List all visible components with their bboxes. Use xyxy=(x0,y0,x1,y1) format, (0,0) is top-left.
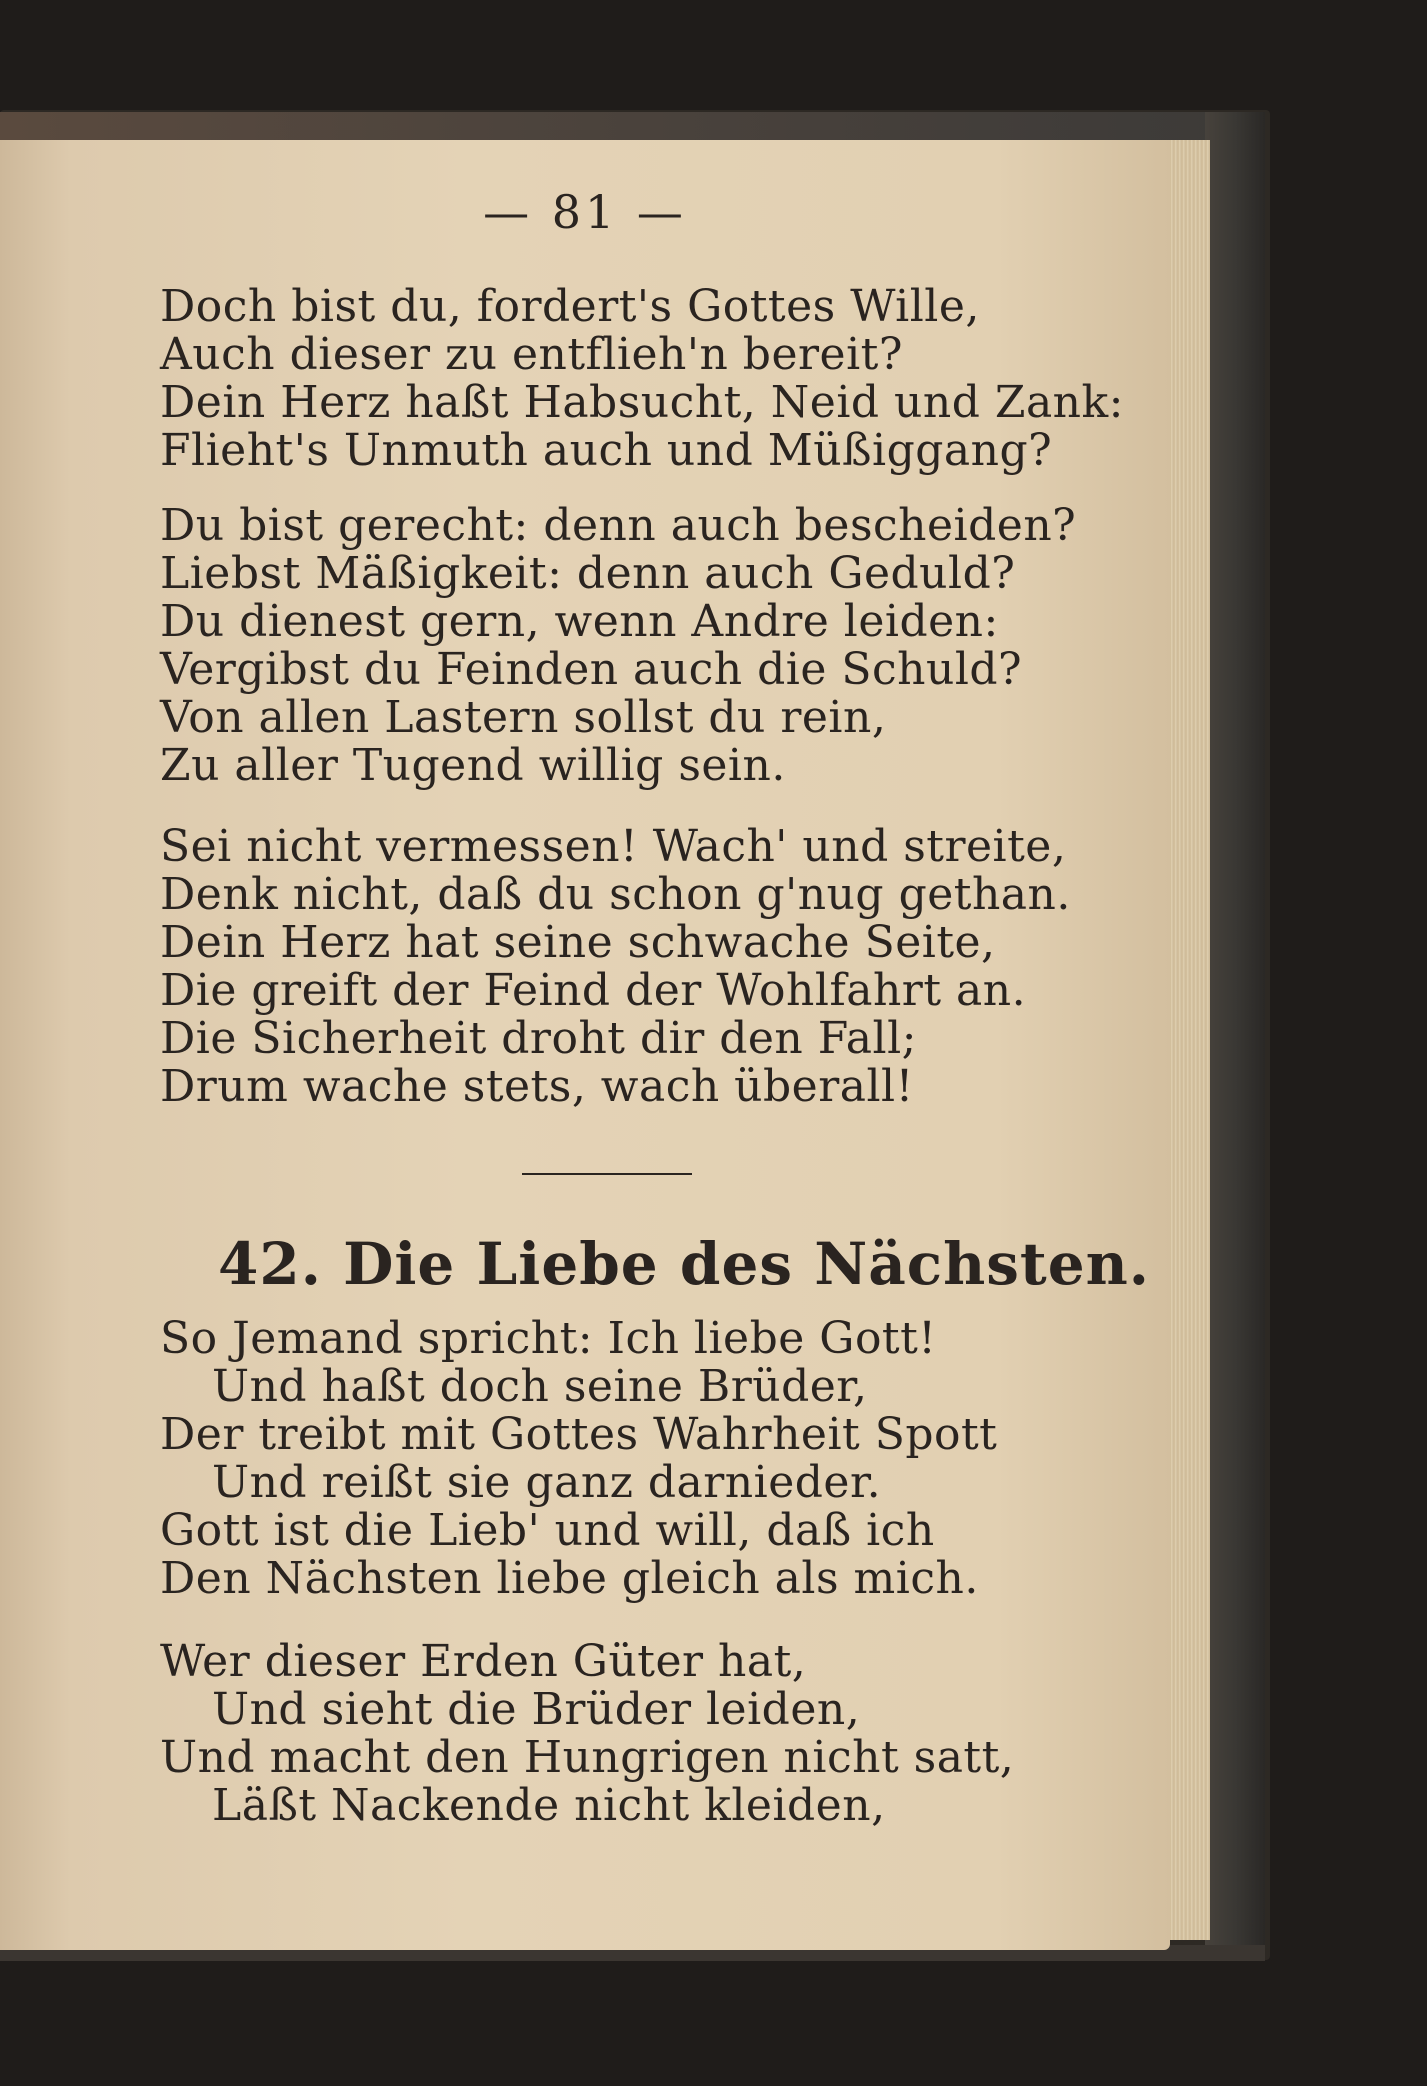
verse-line: Sei nicht vermessen! Wach' und streite, xyxy=(160,821,1067,872)
verse-line: Drum wache stets, wach überall! xyxy=(160,1061,914,1112)
verse-line: Dein Herz hat seine schwache Seite, xyxy=(160,917,996,968)
verse-line: Und reißt sie ganz darnieder. xyxy=(212,1457,882,1508)
verse-line: Doch bist du, fordert's Gottes Wille, xyxy=(160,281,980,332)
verse-line: Und sieht die Brüder leiden, xyxy=(212,1684,861,1735)
stanza-5 xyxy=(160,1638,1014,1830)
verse-line: Läßt Nackende nicht kleiden, xyxy=(212,1780,886,1831)
verse-line: Wer dieser Erden Güter hat, xyxy=(160,1636,807,1687)
stanza-3 xyxy=(160,823,1071,1111)
section-divider xyxy=(522,1173,692,1175)
stanza-1 xyxy=(160,283,1124,475)
verse-line: Denk nicht, daß du schon g'nug gethan. xyxy=(160,869,1071,920)
verse-line: Du bist gerecht: denn auch bescheiden? xyxy=(160,500,1077,551)
cover-top-edge xyxy=(0,112,1262,140)
verse-line: Du dienest gern, wenn Andre leiden: xyxy=(160,596,999,647)
verse-line: Gott ist die Lieb' und will, daß ich xyxy=(160,1505,935,1556)
verse-line: Vergibst du Feinden auch die Schuld? xyxy=(160,644,1023,695)
stanza-4 xyxy=(160,1315,997,1603)
verse-line: So Jemand spricht: Ich liebe Gott! xyxy=(160,1313,937,1364)
verse-line: Und haßt doch seine Brüder, xyxy=(212,1361,868,1412)
verse-line: Dein Herz haßt Habsucht, Neid und Zank: xyxy=(160,377,1124,428)
verse-line: Von allen Lastern sollst du rein, xyxy=(160,692,887,743)
page-text xyxy=(0,140,1170,1950)
verse-line: Zu aller Tugend willig sein. xyxy=(160,740,786,791)
verse-line: Auch dieser zu entflieh'n bereit? xyxy=(160,329,903,380)
cover-spine-edge xyxy=(1205,112,1265,1957)
verse-line: Die Sicherheit droht dir den Fall; xyxy=(160,1013,917,1064)
verse-line: Liebst Mäßigkeit: denn auch Geduld? xyxy=(160,548,1016,599)
page-number: — 81 — xyxy=(483,185,687,239)
verse-line: Den Nächsten liebe gleich als mich. xyxy=(160,1553,979,1604)
stanza-2 xyxy=(160,502,1076,790)
book-page xyxy=(0,140,1170,1950)
verse-line: Und macht den Hungrigen nicht satt, xyxy=(160,1732,1015,1783)
section-heading: 42. Die Liebe des Nächsten. xyxy=(218,1230,1150,1298)
verse-line: Flieht's Unmuth auch und Müßiggang? xyxy=(160,425,1053,476)
verse-line: Der treibt mit Gottes Wahrheit Spott xyxy=(160,1409,998,1460)
verse-line: Die greift der Feind der Wohlfahrt an. xyxy=(160,965,1027,1016)
